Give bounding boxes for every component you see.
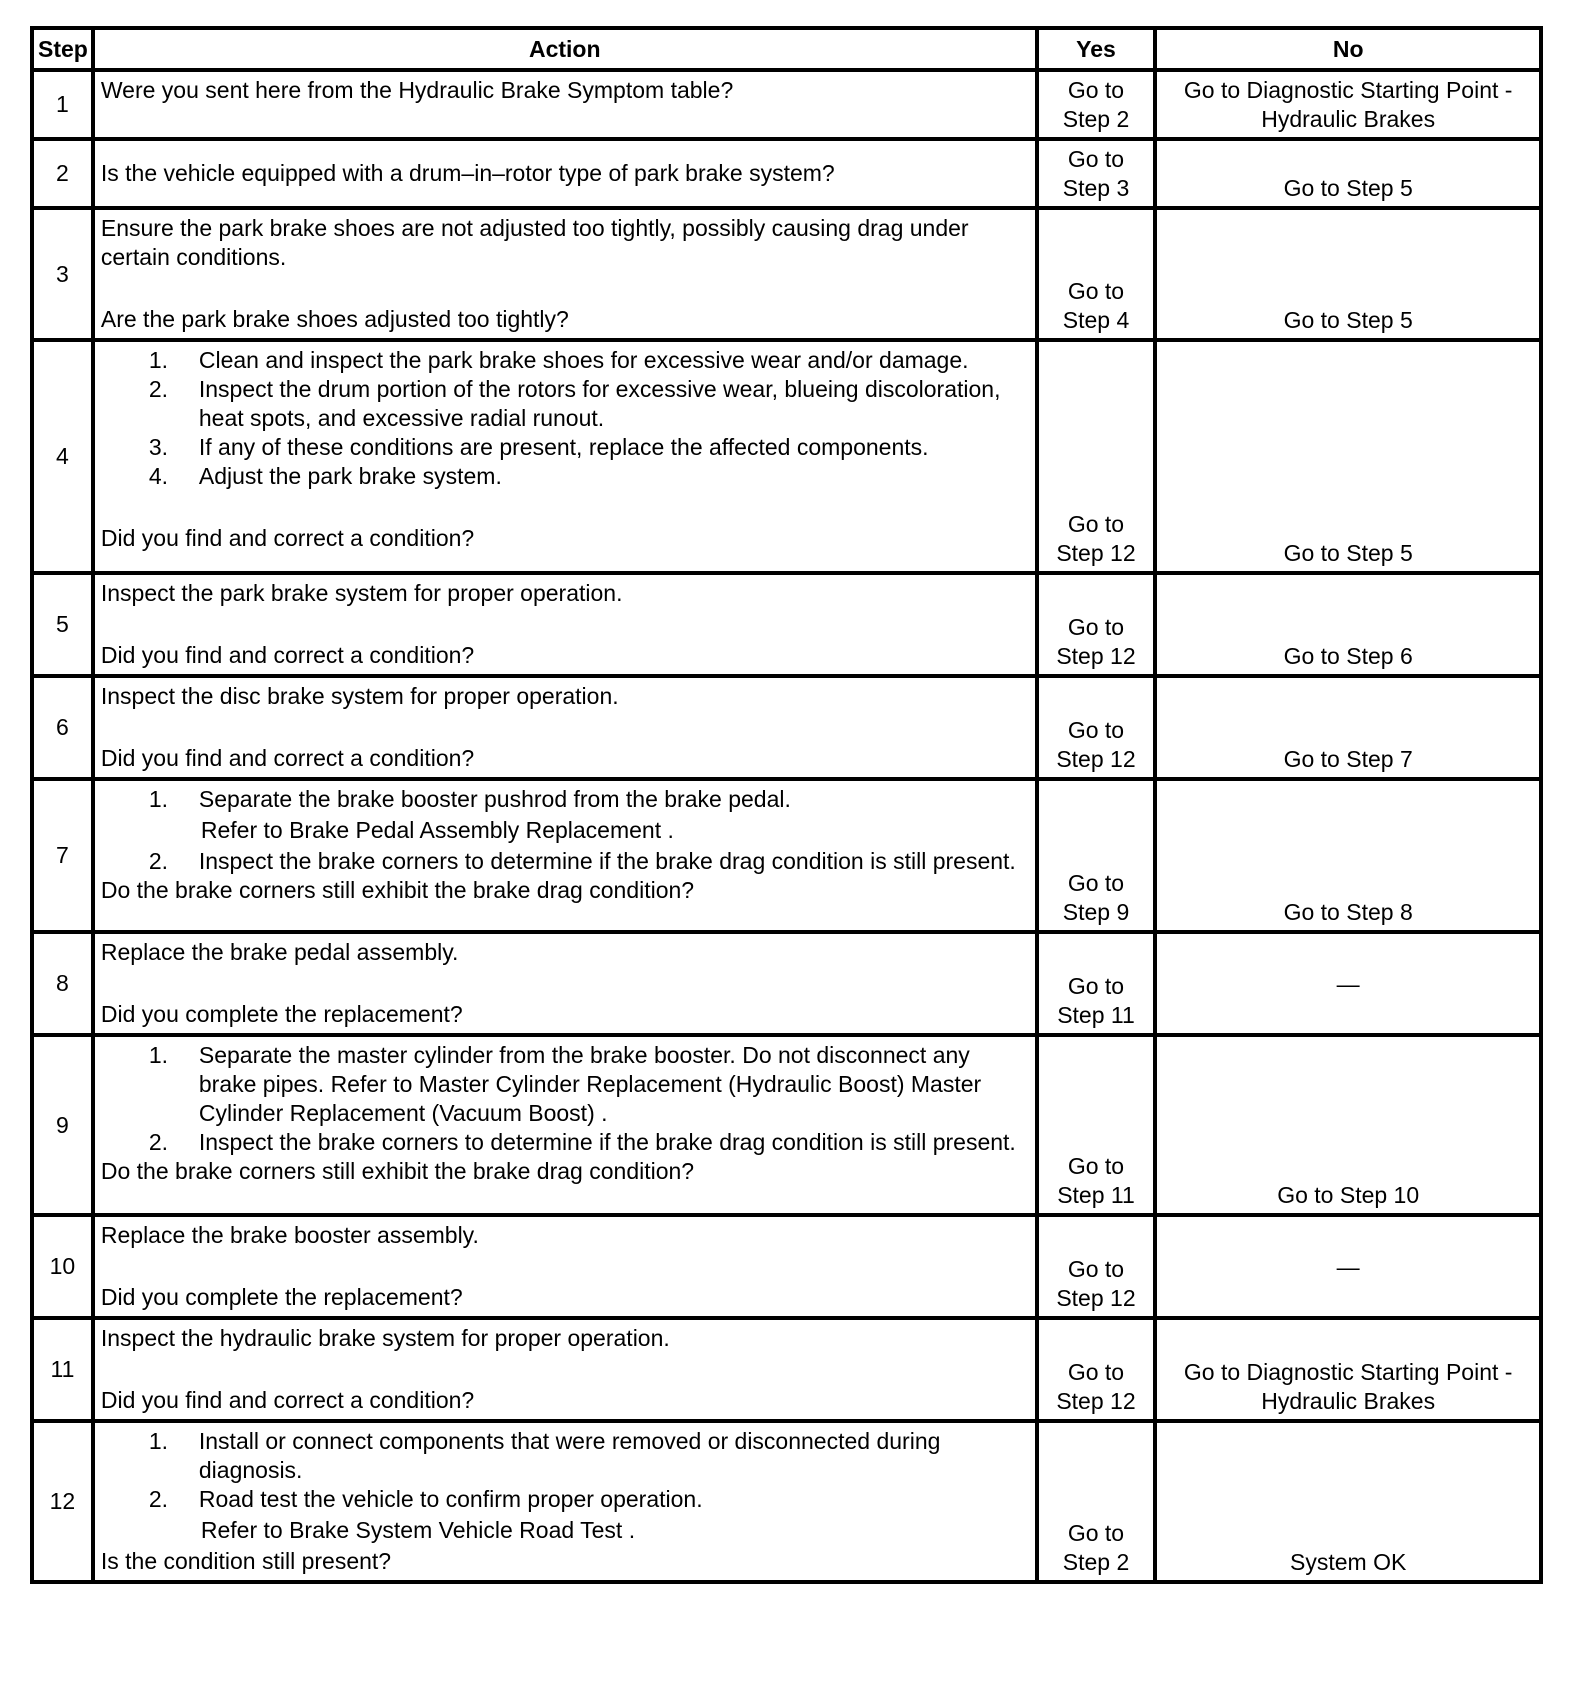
yes-cell: [1037, 70, 1156, 139]
step-number: 1: [32, 70, 93, 139]
yes-line-2: Step 12: [1056, 643, 1136, 669]
yes-line-1: Go to: [1067, 973, 1125, 999]
action-question: Are the park brake shoes adjusted too tightly?: [100, 306, 569, 332]
header-action: Action: [93, 28, 1037, 70]
yes-line-1: Go to: [1067, 614, 1125, 640]
no-result: Go to Step 5: [1283, 307, 1413, 333]
no-cell: [1155, 573, 1541, 676]
list-item: 2. Road test the vehicle to confirm proper operation. Refer to Brake System Vehicle Road Test .: [199, 1485, 1029, 1545]
list-item: 1. Separate the brake booster pushrod from the brake pedal. Refer to Brake Pedal Assembly Replacement .: [199, 785, 1029, 845]
list-item: 1. Separate the master cylinder from the brake booster. Do not disconnect any brake pipes. Refer to Master Cylinder Replacement (Hydraulic Boost) Master Cylinder Replacement (Vacuum Boost) .: [148, 1042, 982, 1126]
yes-line-2: Step 3: [1062, 175, 1130, 201]
action-question: Did you complete the replacement?: [100, 1284, 463, 1310]
header-yes: Yes: [1037, 28, 1156, 70]
no-result: —: [1336, 970, 1360, 997]
action-cell: [93, 139, 1037, 208]
table-row: [32, 779, 1541, 932]
no-result: Go to Step 8: [1283, 899, 1413, 925]
step-number: 5: [32, 573, 93, 676]
no-cell: [1155, 340, 1541, 573]
list-item: 2. Inspect the brake corners to determine if the brake drag condition is still present.: [148, 1129, 1016, 1155]
step-number: 4: [32, 340, 93, 573]
yes-line-2: Step 11: [1057, 1002, 1135, 1028]
yes-cell: [1037, 932, 1156, 1035]
list-item: 1. Install or connect components that were removed or disconnected during diagnosis.: [148, 1428, 941, 1483]
step-number: 8: [32, 932, 93, 1035]
no-cell: [1155, 1318, 1541, 1421]
header-step: Step: [32, 28, 93, 70]
no-cell: [1155, 1421, 1541, 1582]
action-instruction: Inspect the hydraulic brake system for proper operation.: [100, 1325, 670, 1351]
no-cell: [1155, 676, 1541, 779]
no-result: Go to Step 5: [1283, 175, 1413, 201]
action-cell: [93, 340, 1037, 573]
yes-line-1: Go to: [1067, 870, 1125, 896]
action-cell: [93, 1421, 1037, 1582]
table-row: [32, 676, 1541, 779]
table-row: [32, 1035, 1541, 1215]
yes-line-2: Step 12: [1056, 1388, 1136, 1414]
yes-line-2: Step 4: [1062, 307, 1130, 333]
yes-line-1: Go to: [1067, 77, 1125, 103]
yes-line-1: Go to: [1067, 1520, 1125, 1546]
yes-line-2: Step 9: [1062, 899, 1130, 925]
action-question: Do the brake corners still exhibit the brake drag condition?: [100, 1158, 695, 1184]
action-cell: [93, 70, 1037, 139]
yes-line-2: Step 12: [1056, 540, 1136, 566]
action-instruction: Ensure the park brake shoes are not adjusted too tightly, possibly causing drag under certain conditions.: [100, 215, 969, 270]
action-instruction: Inspect the disc brake system for proper operation.: [100, 683, 619, 709]
reference-link[interactable]: Refer to Brake System Vehicle Road Test .: [200, 1517, 636, 1543]
action-cell: [93, 208, 1037, 340]
step-number: 9: [32, 1035, 93, 1215]
action-list: [101, 1427, 1029, 1545]
step-number: 6: [32, 676, 93, 779]
no-result: Go to Step 5: [1283, 540, 1413, 566]
yes-line-2: Step 11: [1057, 1182, 1135, 1208]
step-number: 11: [32, 1318, 93, 1421]
table-row: [32, 932, 1541, 1035]
no-result: System OK: [1290, 1549, 1407, 1575]
yes-line-1: Go to: [1067, 511, 1125, 537]
action-question: Do the brake corners still exhibit the brake drag condition?: [100, 877, 695, 903]
step-number: 3: [32, 208, 93, 340]
header-no: No: [1155, 28, 1541, 70]
action-instruction: Is the vehicle equipped with a drum–in–rotor type of park brake system?: [100, 160, 835, 186]
yes-line-1: Go to: [1067, 146, 1125, 172]
no-cell: [1155, 139, 1541, 208]
action-cell: [93, 932, 1037, 1035]
yes-cell: [1037, 208, 1156, 340]
no-result: Go to Step 6: [1283, 643, 1413, 669]
list-item: 2. Inspect the brake corners to determine if the brake drag condition is still present.: [148, 848, 1016, 874]
action-list: [101, 346, 1029, 491]
no-cell: [1155, 932, 1541, 1035]
action-cell: [93, 573, 1037, 676]
step-number: 10: [32, 1215, 93, 1318]
table-row: [32, 70, 1541, 139]
table-row: [32, 1318, 1541, 1421]
no-result: —: [1336, 1253, 1360, 1280]
yes-cell: [1037, 1421, 1156, 1582]
yes-line-2: Step 12: [1056, 746, 1136, 772]
action-question: Did you find and correct a condition?: [100, 642, 475, 668]
yes-line-2: Step 12: [1056, 1285, 1136, 1311]
action-question: Did you find and correct a condition?: [100, 525, 475, 551]
table-row: [32, 1215, 1541, 1318]
yes-line-1: Go to: [1067, 278, 1125, 304]
action-list: [101, 785, 1029, 876]
table-row: [32, 340, 1541, 573]
yes-line-1: Go to: [1067, 717, 1125, 743]
list-item: 2. Inspect the drum portion of the rotors for excessive wear, blueing discoloration, heat spots, and excessive radial runout.: [148, 376, 1001, 431]
action-instruction: Replace the brake booster assembly.: [100, 1222, 479, 1248]
no-cell: [1155, 1215, 1541, 1318]
table-row: [32, 573, 1541, 676]
no-result: Go to Step 10: [1277, 1182, 1420, 1208]
action-cell: [93, 1215, 1037, 1318]
action-instruction: Were you sent here from the Hydraulic Brake Symptom table?: [100, 77, 734, 103]
no-cell: [1155, 779, 1541, 932]
diagnostic-table: [30, 26, 1543, 1584]
step-number: 2: [32, 139, 93, 208]
step-number: 12: [32, 1421, 93, 1582]
step-number: 7: [32, 779, 93, 932]
list-item: 3. If any of these conditions are present, replace the affected components.: [148, 434, 929, 460]
no-result: Go to Diagnostic Starting Point - Hydraulic Brakes: [1183, 1359, 1513, 1414]
table-row: [32, 139, 1541, 208]
yes-cell: [1037, 1318, 1156, 1421]
header-row: [32, 28, 1541, 70]
table-row: [32, 208, 1541, 340]
yes-cell: [1037, 573, 1156, 676]
no-result: Go to Diagnostic Starting Point - Hydraulic Brakes: [1183, 77, 1513, 132]
yes-line-2: Step 2: [1062, 1549, 1130, 1575]
yes-cell: [1037, 779, 1156, 932]
yes-cell: [1037, 1215, 1156, 1318]
list-item: 1. Clean and inspect the park brake shoes for excessive wear and/or damage.: [148, 347, 969, 373]
reference-link[interactable]: Refer to Brake Pedal Assembly Replacement .: [200, 817, 674, 843]
action-instruction: Replace the brake pedal assembly.: [100, 939, 459, 965]
yes-cell: [1037, 340, 1156, 573]
yes-line-1: Go to: [1067, 1359, 1125, 1385]
yes-line-1: Go to: [1067, 1256, 1125, 1282]
table-row: [32, 1421, 1541, 1582]
action-cell: [93, 1035, 1037, 1215]
action-cell: [93, 1318, 1037, 1421]
yes-line-1: Go to: [1067, 1153, 1125, 1179]
yes-line-2: Step 2: [1062, 106, 1130, 132]
list-item: 4. Adjust the park brake system.: [148, 463, 502, 489]
yes-cell: [1037, 676, 1156, 779]
yes-cell: [1037, 139, 1156, 208]
action-question: Did you complete the replacement?: [100, 1001, 463, 1027]
yes-cell: [1037, 1035, 1156, 1215]
no-result: Go to Step 7: [1283, 746, 1413, 772]
no-cell: [1155, 1035, 1541, 1215]
action-cell: [93, 779, 1037, 932]
action-question: Did you find and correct a condition?: [100, 1387, 475, 1413]
action-question: Did you find and correct a condition?: [100, 745, 475, 771]
action-cell: [93, 676, 1037, 779]
action-question: Is the condition still present?: [100, 1548, 392, 1574]
action-list: [101, 1041, 1029, 1157]
no-cell: [1155, 208, 1541, 340]
no-cell: [1155, 70, 1541, 139]
action-instruction: Inspect the park brake system for proper operation.: [100, 580, 623, 606]
